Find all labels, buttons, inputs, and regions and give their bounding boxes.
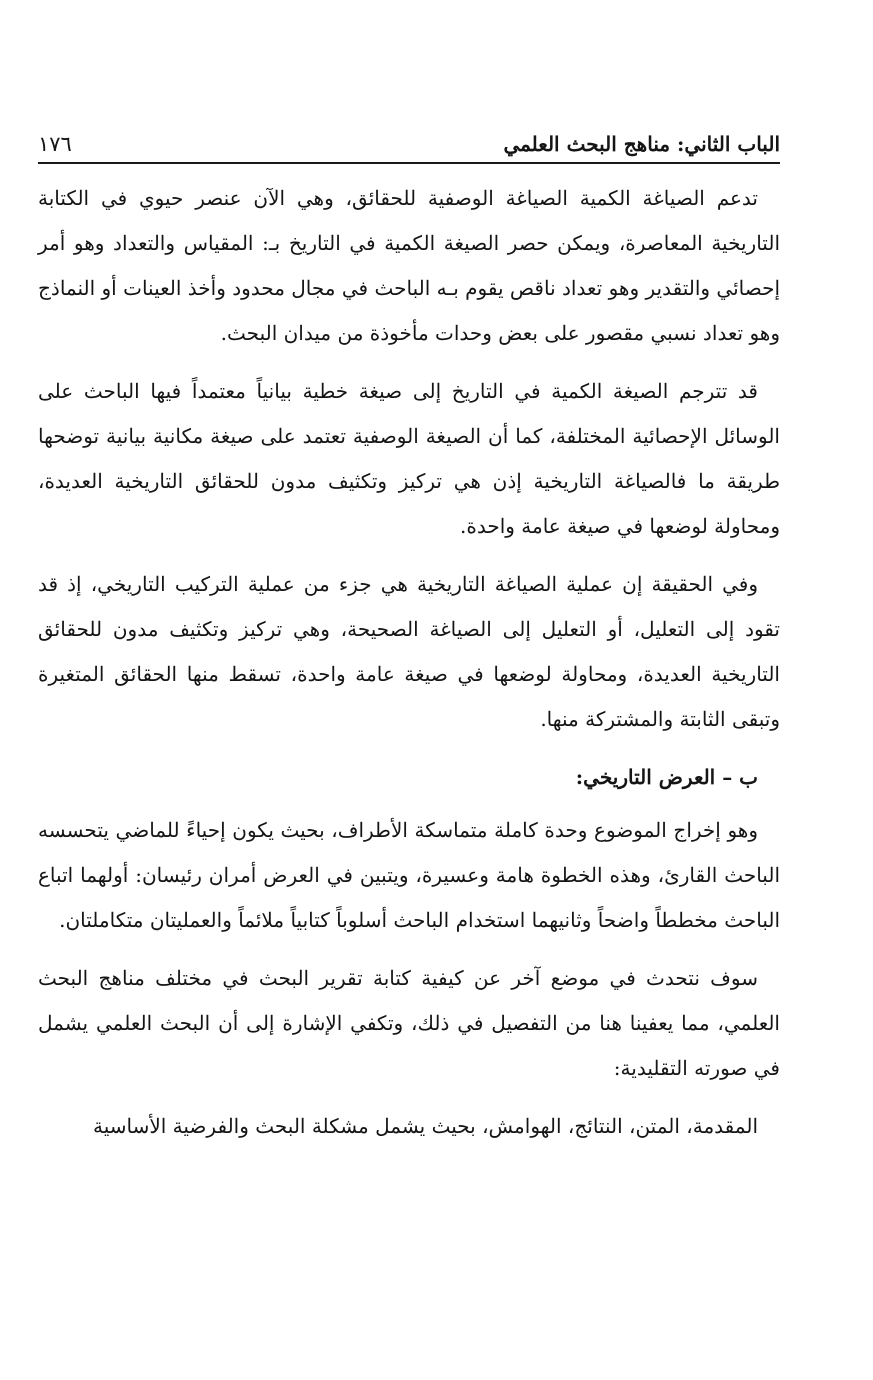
book-page (38, 120, 780, 1162)
page-body (38, 176, 780, 1149)
paragraph-report-writing: سوف نتحدث في موضع آخر عن كيفية كتابة تقرير البحث في مختلف مناهج البحث العلمي، مما يعفينا هنا من التفصيل في ذلك، وتكفي الإشارة إلى أن البحث العلمي يشمل في صورته التقليدية: (38, 966, 780, 1080)
paragraph-historical-synthesis: وفي الحقيقة إن عملية الصياغة التاريخية هي جزء من عملية التركيب التاريخي، إذ قد تقود إلى التعليل، أو التعليل إلى الصياغة الصحيحة، وهي تركيز وتكثيف مدون للحقائق التاريخية العديدة، ومحاولة لوضعها في صيغة عامة واحدة، تسقط منها الحقائق المتغيرة وتبقى الثابتة والمشتركة منها. (38, 572, 780, 731)
paragraph-quantitative-formulation: تدعم الصياغة الكمية الصياغة الوصفية للحقائق، وهي الآن عنصر حيوي في الكتابة التاريخية المعاصرة، ويمكن حصر الصيغة الكمية في التاريخ بـ: المقياس والتعداد وهو أمر إحصائي والتقدير وهو تعداد ناقص يقوم بـه الباحث في مجال محدود وأخذ العينات أو النماذج وهو تعداد نسبي مقصور على بعض وحدات مأخوذة من ميدان البحث. (38, 186, 780, 345)
page-number: ١٧٦ (38, 132, 72, 156)
paragraph-graphical-formulation: قد تترجم الصيغة الكمية في التاريخ إلى صيغة خطية بيانياً معتمداً فيها الباحث على الوسائل الإحصائية المختلفة، كما أن الصيغة الوصفية تعتمد على صيغة مكانية بيانية توضحها طريقة ما فالصياغة التاريخية إذن هي تركيز وتكثيف مدون للحقائق التاريخية العديدة، ومحاولة لوضعها في صيغة عامة واحدة. (38, 379, 780, 538)
paragraph-report-parts: المقدمة، المتن، النتائج، الهوامش، بحيث يشمل مشكلة البحث والفرضية الأساسية (92, 1114, 758, 1138)
page-header (38, 120, 780, 164)
running-title: الباب الثاني: مناهج البحث العلمي (503, 132, 780, 156)
section-heading-historical-presentation: ب – العرض التاريخي: (575, 765, 758, 789)
paragraph-presentation-definition: وهو إخراج الموضوع وحدة كاملة متماسكة الأطراف، بحيث يكون إحياءً للماضي يتحسسه الباحث القارئ، وهذه الخطوة هامة وعسيرة، ويتبين في العرض أمران رئيسان: أولهما اتباع الباحث مخططاً واضحاً وثانيهما استخدام الباحث أسلوباً كتابياً ملائماً والعمليتان متكاملتان. (38, 818, 780, 932)
